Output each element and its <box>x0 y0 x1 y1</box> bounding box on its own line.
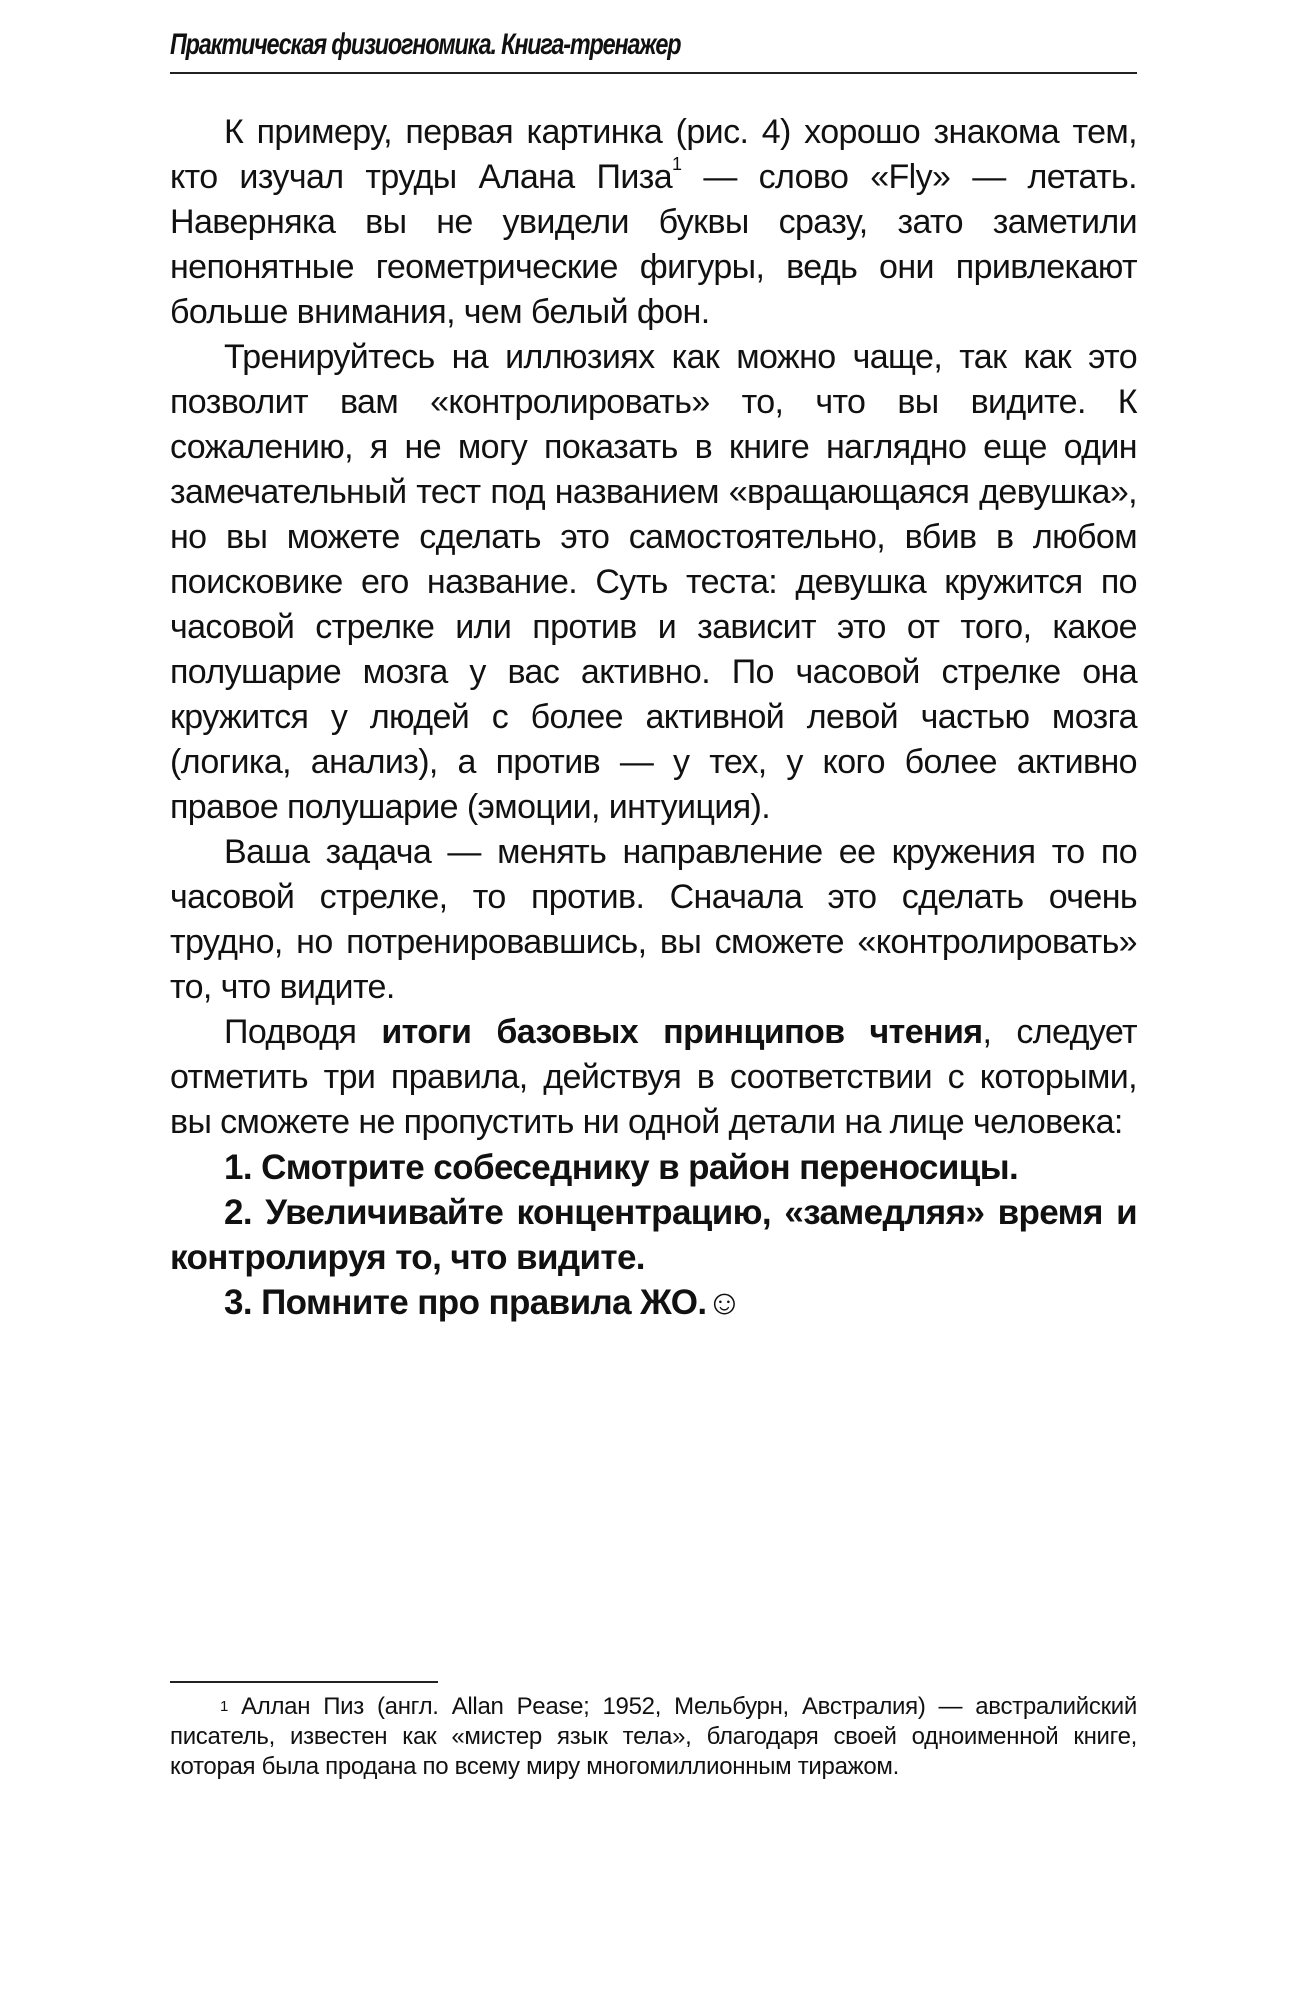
rule-item-3: 3. Помните про правила ЖО.☺ <box>224 1283 742 1322</box>
paragraph-text: , следует отметить три правила, действуя в соответствии с которыми, вы сможете не пропустить ни одной детали на лице человека: <box>170 1013 1137 1141</box>
paragraph-text: К примеру, первая картинка (рис. 4) хорошо знакома тем, кто изучал труды Алана Пиза <box>170 113 1137 196</box>
page-body <box>170 110 1137 1325</box>
footnote-text: Аллан Пиз (англ. Allan Pease; 1952, Мельбурн, Австралия) — австралийский писатель, известен как «мистер язык тела», благодаря своей одноименной книге, которая была продана по всему миру многомиллионным тиражом. <box>170 1693 1137 1780</box>
paragraph-3: Ваша задача — менять направление ее кружения то по часовой стрелке, то против. Сначала это сделать очень трудно, но потренировавшись, вы сможете «контролировать» то, что видите. <box>170 833 1137 1006</box>
footnote-reference[interactable]: 1 <box>672 154 682 174</box>
paragraph-4 <box>170 1010 1137 1145</box>
running-header <box>170 28 1137 62</box>
footnote-divider <box>170 1681 438 1683</box>
paragraph-2: Тренируйтесь на иллюзиях как можно чаще, так как это позволит вам «контролировать» то, что вы видите. К сожалению, я не могу показать в книге наглядно еще один замечательный тест под названием «вращающаяся девушка», но вы можете сделать это самостоятельно, вбив в любом поисковике его название. Суть теста: девушка кружится по часовой стрелке или против и зависит это от того, какое полушарие мозга у вас активно. По часовой стрелке она кружится у людей с более активной левой частью мозга (логика, анализ), а против — у тех, у кого более активно правое полушарие (эмоции, интуиция). <box>170 338 1137 826</box>
rule-item-2: 2. Увеличивайте концентрацию, «замедляя» время и контролируя то, что видите. <box>170 1193 1137 1277</box>
header-divider <box>170 72 1137 74</box>
emphasis-text: итоги базовых принципов чтения <box>381 1013 983 1051</box>
paragraph-1 <box>170 110 1137 335</box>
book-title: Практическая физиогномика. Книга-тренажер <box>170 28 681 61</box>
paragraph-text: Подводя <box>224 1013 382 1051</box>
paragraph-text: — слово «Fly» — летать. Наверняка вы не увидели буквы сразу, зато заметили непонятные геометрические фигуры, ведь они привлекают больше внимания, чем белый фон. <box>170 158 1137 331</box>
footnote <box>170 1692 1137 1782</box>
rule-item-1: 1. Смотрите собеседнику в район переносицы. <box>224 1148 1019 1187</box>
footnote-mark: 1 <box>220 1698 229 1715</box>
